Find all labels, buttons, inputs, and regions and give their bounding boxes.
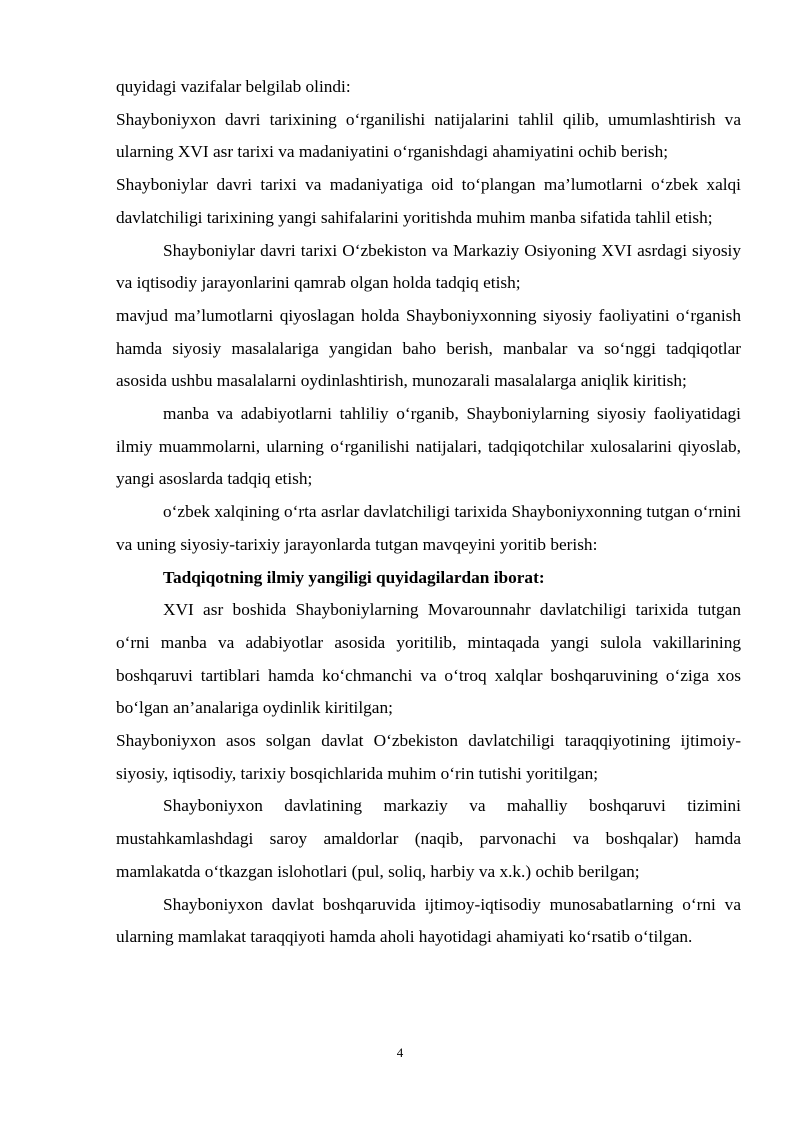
paragraph: Shayboniyxon davlatining markaziy va mahalliy boshqaruvi tizimini mustahkamlashdagi saroy amaldorlar (naqib, parvonachi va boshqalar) hamda mamlakatda o‘tkazgan islohotlari (pul, soliq, harbiy va x.k.) ochib berilgan;: [116, 796, 741, 881]
paragraph: quyidagi vazifalar belgilab olindi:: [116, 77, 351, 96]
paragraph: mavjud ma’lumotlarni qiyoslagan holda Shayboniyxonning siyosiy faoliyatini o‘rganish hamda siyosiy masalalariga yangidan baho berish, manbalar va so‘nggi tadqiqotlar asosida ushbu masalalarni oydinlashtirish, munozarali masalalarga aniqlik kiritish;: [116, 305, 741, 391]
document-body: [116, 71, 741, 954]
paragraph: Shayboniylar davri tarixi O‘zbekiston va Markaziy Osiyoning XVI asrdagi siyosiy va iqtisodiy jarayonlarini qamrab olgan holda tadqiq etish;: [116, 240, 741, 293]
page-number: 4: [396, 1045, 404, 1060]
paragraph: manba va adabiyotlarni tahliliy o‘rganib, Shayboniylarning siyosiy faoliyatidagi ilmiy muammolarni, ularning o‘rganilishi natijalari, tadqiqotchilar xulosalarini qiyoslab, yangi asoslarda tadqiq etish;: [116, 404, 741, 489]
paragraph: Shayboniyxon asos solgan davlat O‘zbekiston davlatchiligi taraqqiyotining ijtimoiy-siyosiy, iqtisodiy, tarixiy bosqichlarida muhim o‘rin tutishi yoritilgan;: [116, 731, 741, 783]
section-heading: Tadqiqotning ilmiy yangiligi quyidagilardan iborat:: [163, 567, 545, 587]
paragraph: XVI asr boshida Shayboniylarning Movarounnahr davlatchiligi tarixida tutgan o‘rni manba va adabiyotlar asosida yoritilib, mintaqada yangi sulola vakillarining boshqaruvi tartiblari hamda ko‘chmanchi va o‘troq xalqlar boshqaruvining o‘ziga xos bo‘lgan an’analariga oydinlik kiritilgan;: [116, 600, 741, 718]
paragraph: o‘zbek xalqining o‘rta asrlar davlatchiligi tarixida Shayboniyxonning tutgan o‘rnini va uning siyosiy-tarixiy jarayonlarda tutgan mavqeyini yoritib berish:: [116, 502, 741, 554]
paragraph: Shayboniylar davri tarixi va madaniyatiga oid to‘plangan ma’lumotlarni o‘zbek xalqi davlatchiligi tarixining yangi sahifalarini yoritishda muhim manba sifatida tahlil etish;: [116, 175, 741, 227]
paragraph: Shayboniyxon davri tarixining o‘rganilishi natijalarini tahlil qilib, umumlashtirish va ularning XVI asr tarixi va madaniyatini o‘rganishdagi ahamiyatini ochib berish;: [116, 109, 741, 162]
paragraph: Shayboniyxon davlat boshqaruvida ijtimoy-iqtisodiy munosabatlarning o‘rni va ularning mamlakat taraqqiyoti hamda aholi hayotidagi ahamiyati ko‘rsatib o‘tilgan.: [116, 894, 741, 947]
